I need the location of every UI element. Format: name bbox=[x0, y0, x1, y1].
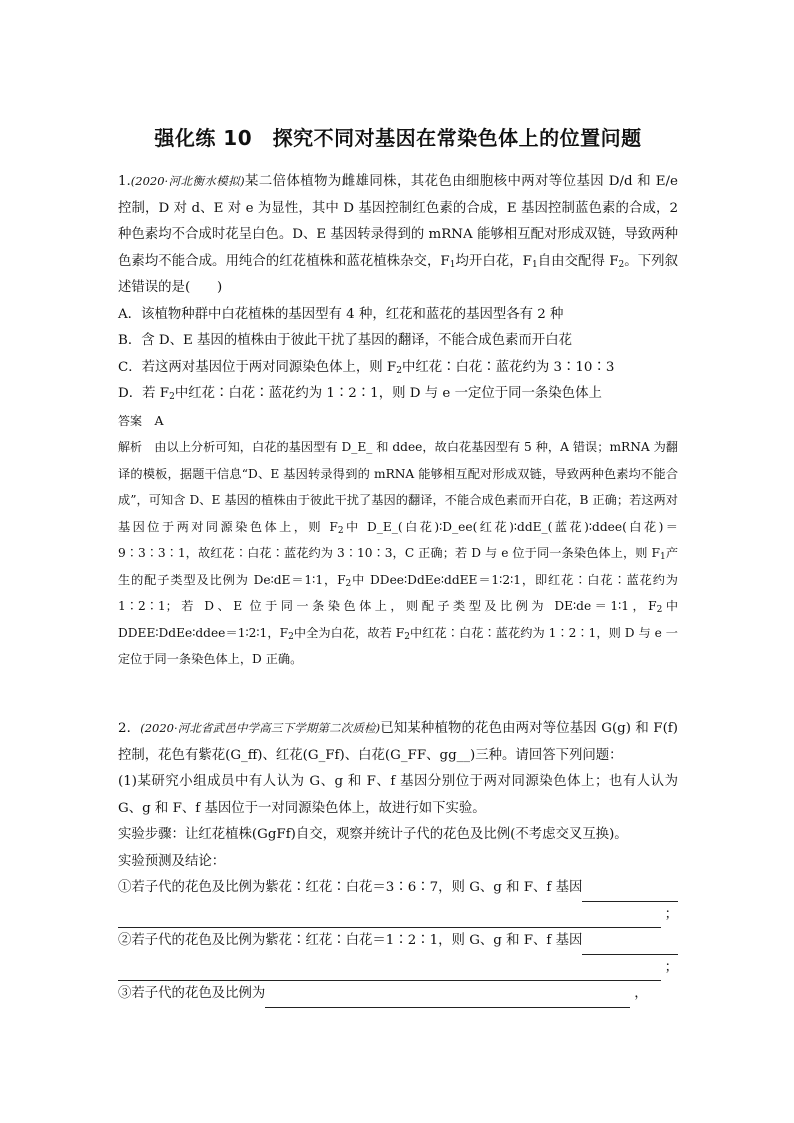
question-stem-text: 。下列叙述错误的是( ) bbox=[118, 253, 678, 295]
answer-blank[interactable] bbox=[118, 964, 661, 981]
subscript: 1 bbox=[449, 259, 456, 270]
option-d bbox=[118, 381, 678, 408]
option-d-text: 中红花∶白花∶蓝花约为 1∶2∶1，则 D 与 e 一定位于同一条染色体上 bbox=[174, 386, 602, 401]
subscript: 2 bbox=[404, 631, 410, 642]
answer-value: A bbox=[154, 412, 164, 428]
analysis-paragraph bbox=[118, 434, 678, 673]
analysis-label: 解析 bbox=[118, 440, 143, 454]
punctuation: ； bbox=[664, 959, 678, 975]
question-source: (2020·河北省武邑中学高三下学期第二次质检) bbox=[140, 721, 381, 735]
question-stem-text: 均开白花，F bbox=[455, 253, 532, 269]
analysis-text: 中 DDEE∶DdEe∶ddee＝1∶2∶1，F bbox=[118, 599, 679, 640]
subscript: 2 bbox=[288, 631, 294, 642]
subscript: 2 bbox=[337, 525, 344, 536]
option-a: A．该植物种群中白花植株的基因型有 4 种，红花和蓝花的基因型各有 2 种 bbox=[118, 306, 564, 322]
answer-blank[interactable] bbox=[118, 911, 661, 928]
prediction-text: ③若子代的花色及比例为 bbox=[118, 986, 266, 1001]
question-2 bbox=[118, 715, 678, 1008]
subscript: 2 bbox=[169, 392, 175, 402]
question-1 bbox=[118, 168, 678, 673]
question-stem-text: 某二倍体植物为雌雄同株，其花色由细胞核中两对等位基因 D/d 和 E/e 控制，D 对 d、E 对 e 为显性，其中 D 基因控制红色素的合成，E 基因控制蓝色素的合成，2 种色素均不合成时花呈白色。D、E 基因转录得到的 mRNA 能够相互配对形成双链，导致两种色素均不能合成。用纯合的红花植株和蓝花植株杂交，F bbox=[118, 174, 678, 269]
analysis-text: 中 D_E_(白花)∶D_ee(红花)∶ddE_(蓝花)∶ddee(白花)＝9∶3∶3∶1，故红花∶白花∶蓝花约为 3∶10∶3，C 正确；若 D 与 e 位于同一条染色体上，则 F bbox=[118, 519, 678, 560]
prediction-item-1-cont bbox=[118, 902, 678, 929]
prediction-heading: 实验预测及结论： bbox=[118, 853, 226, 869]
analysis-text: 中红花∶白花∶蓝花约为 1∶2∶1，则 D 与 e 一定位于同一条染色体上，D 正确。 bbox=[118, 625, 678, 666]
option-b: B．含 D、E 基因的植株由于彼此干扰了基因的翻译，不能合成色素而开白花 bbox=[118, 333, 572, 348]
question-source: (2020·河北衡水模拟) bbox=[130, 174, 245, 188]
option-c bbox=[118, 355, 678, 382]
subscript: 2 bbox=[345, 578, 352, 589]
punctuation: ， bbox=[634, 986, 648, 1001]
prediction-text: ①若子代的花色及比例为紫花∶红花∶白花＝3∶6∶7，则 G、g 和 F、f 基因 bbox=[118, 880, 583, 895]
experiment-steps: 实验步骤：让红花植株(GgFf)自交，观察并统计子代的花色及比例(不考虑交叉互换)。 bbox=[118, 827, 628, 842]
question-stem-text: 已知某种植物的花色由两对等位基因 G(g) 和 F(f)控制，花色有紫花(G_ff)、红花(G_Ff)、白花(G_FF、gg__)三种。请回答下列问题： bbox=[118, 721, 678, 763]
subscript: 1 bbox=[659, 552, 666, 562]
punctuation: ； bbox=[664, 906, 678, 922]
question-number: 2． bbox=[118, 721, 141, 736]
option-c-text: 中红花∶白花∶蓝花约为 3∶10∶3 bbox=[401, 359, 615, 375]
question-1-stem bbox=[118, 168, 678, 302]
prediction-item-2-cont bbox=[118, 955, 678, 982]
prediction-text: ②若子代的花色及比例为紫花∶红花∶白花＝1∶2∶1，则 G、g 和 F、f 基因 bbox=[118, 933, 583, 948]
prediction-item-2 bbox=[118, 928, 678, 955]
answer-label: 答案 bbox=[118, 413, 143, 428]
answer-blank[interactable] bbox=[582, 938, 678, 955]
option-c-text: C．若这两对基因位于两对同源染色体上，则 F bbox=[118, 359, 397, 375]
answer-blank[interactable] bbox=[265, 991, 630, 1008]
part-1-text: (1)某研究小组成员中有人认为 G、g 和 F、f 基因分别位于两对同源染色体上；也有人认为 G、g 和 F、f 基因位于一对同源染色体上，故进行如下实验。 bbox=[118, 774, 678, 816]
subscript: 2 bbox=[396, 365, 402, 376]
page-title: 强化练 10 探究不同对基因在常染色体上的位置问题 bbox=[154, 126, 642, 150]
answer-line bbox=[118, 408, 678, 435]
analysis-text: 中 DDee∶DdEe∶ddEE＝1∶2∶1，即红花∶白花∶蓝花约为 1∶2∶1；若 D、E 位于同一条染色体上，则配子类型及比例为 DE∶de＝1∶1，F bbox=[118, 572, 678, 613]
analysis-text: 产生的配子类型及比例为 De∶dE＝1∶1，F bbox=[118, 546, 679, 587]
subscript: 1 bbox=[531, 259, 538, 270]
question-2-stem bbox=[118, 715, 678, 769]
answer-blank[interactable] bbox=[582, 885, 678, 902]
option-d-text: D．若 F bbox=[118, 386, 170, 401]
subscript: 2 bbox=[618, 259, 625, 270]
question-stem-text: 自由交配得 F bbox=[537, 253, 619, 269]
question-number: 1. bbox=[118, 174, 131, 189]
analysis-text: 由以上分析可知，白花的基因型有 D_E_ 和 ddee，故白花基因型有 5 种，A 错误；mRNA 为翻译的模板，据题干信息“D、E 基因转录得到的 mRNA 能够相互配对形成双链，导致两种色素均不能合成”，可知含 D、E 基因的植株由于彼此干扰了基因的翻译，不能合成色素而开白花，B 正确；若这两对基因位于两对同源染色体上，则 F bbox=[118, 440, 678, 534]
subscript: 2 bbox=[656, 605, 663, 615]
prediction-item-1 bbox=[118, 875, 678, 902]
analysis-text: 中全为白花，故若 F bbox=[293, 625, 405, 640]
prediction-item-3 bbox=[118, 981, 678, 1008]
